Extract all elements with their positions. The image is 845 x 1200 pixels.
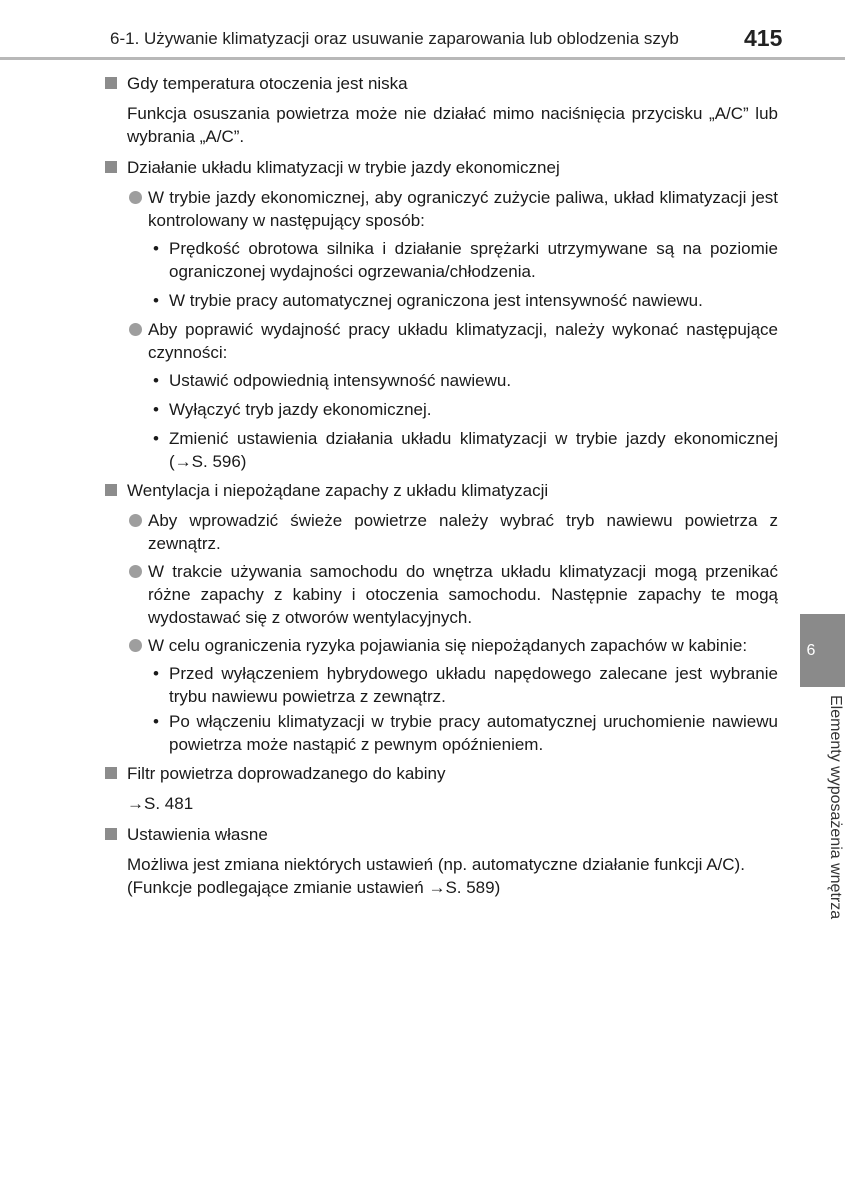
header-divider [0, 57, 845, 60]
circle-bullet-item [105, 186, 778, 232]
circle-bullet-icon [129, 191, 142, 204]
bullet-text: W celu ograniczenia ryzyka pojawiania się niepożądanych zapachów w kabinie: [148, 636, 748, 655]
circle-bullet-item [105, 560, 778, 629]
circle-bullet-item [105, 634, 778, 657]
bullet-text: Ustawić odpowiednią intensywność nawiewu. [169, 371, 512, 390]
chapter-number: 6 [806, 642, 816, 659]
section-heading [105, 762, 778, 785]
heading-text: Filtr powietrza doprowadzanego do kabiny [127, 764, 446, 783]
bullet-text: Prędkość obrotowa silnika i działanie sprężarki utrzymywane są na poziomie ograniczonej wydajności ogrzewania/chłodzenia. [169, 239, 778, 281]
circle-bullet-item [105, 318, 778, 364]
circle-bullet-icon [129, 323, 142, 336]
chapter-side-label: Elementy wyposażenia wnętrza [827, 695, 844, 920]
bullet-text: Zmienić ustawienia działania układu klimatyzacji w trybie jazdy ekonomicznej (→S. 596) [169, 429, 778, 471]
paragraph: (Funkcje podlegające zmianie ustawień →S. 589) [127, 878, 501, 897]
square-marker-icon [105, 484, 117, 496]
section-heading [105, 72, 778, 95]
bullet-text: Po włączeniu klimatyzacji w trybie pracy automatycznej uruchomienie nawiewu powietrza może nastąpić z pewnym opóźnieniem. [169, 712, 778, 754]
dot-bullet-item [105, 710, 778, 756]
chapter-tab [800, 614, 845, 687]
section-heading [105, 479, 778, 502]
dot-bullet-item [105, 398, 778, 421]
heading-text: Działanie układu klimatyzacji w trybie jazdy ekonomicznej [127, 158, 560, 177]
dot-bullet-icon: • [153, 239, 159, 258]
dot-bullet-item [105, 289, 778, 312]
section-title: 6-1. Używanie klimatyzacji oraz usuwanie zaparowania lub oblodzenia szyb [110, 29, 679, 48]
circle-bullet-item [105, 509, 778, 555]
dot-bullet-item [105, 237, 778, 283]
square-marker-icon [105, 77, 117, 89]
square-marker-icon [105, 161, 117, 173]
dot-bullet-item [105, 662, 778, 708]
bullet-text: Wyłączyć tryb jazdy ekonomicznej. [169, 400, 432, 419]
dot-bullet-icon: • [153, 664, 159, 683]
dot-bullet-icon: • [153, 429, 159, 448]
dot-bullet-icon: • [153, 400, 159, 419]
page-reference: →S. 481 [127, 794, 194, 813]
paragraph: Funkcja osuszania powietrza może nie działać mimo naciśnięcia przycisku „A/C” lub wybrania „A/C”. [127, 104, 778, 146]
heading-text: Wentylacja i niepożądane zapachy z układu klimatyzacji [127, 481, 549, 500]
dot-bullet-icon: • [153, 291, 159, 310]
square-marker-icon [105, 767, 117, 779]
dot-bullet-item [105, 369, 778, 392]
page-number: 415 [744, 25, 783, 51]
paragraph: Możliwa jest zmiana niektórych ustawień (np. automatyczne działanie funkcji A/C). [127, 855, 745, 874]
bullet-text: W trakcie używania samochodu do wnętrza układu klimatyzacji mogą przenikać różne zapachy z kabiny i otoczenia samochodu. Następnie zapachy te mogą wydostawać się z otworów wentylacyjnych. [148, 562, 778, 627]
section-heading [105, 823, 778, 846]
heading-text: Gdy temperatura otoczenia jest niska [127, 74, 408, 93]
dot-bullet-item [105, 427, 778, 473]
bullet-text: W trybie jazdy ekonomicznej, aby ograniczyć zużycie paliwa, układ klimatyzacji jest kontrolowany w następujący sposób: [148, 188, 778, 230]
page-content [105, 72, 778, 903]
bullet-text: Aby wprowadzić świeże powietrze należy wybrać tryb nawiewu powietrza z zewnątrz. [148, 511, 778, 553]
heading-text: Ustawienia własne [127, 825, 268, 844]
section-heading [105, 156, 778, 179]
dot-bullet-icon: • [153, 371, 159, 390]
circle-bullet-icon [129, 639, 142, 652]
circle-bullet-icon [129, 514, 142, 527]
bullet-text: W trybie pracy automatycznej ograniczona jest intensywność nawiewu. [169, 291, 703, 310]
dot-bullet-icon: • [153, 712, 159, 731]
bullet-text: Przed wyłączeniem hybrydowego układu napędowego zalecane jest wybranie trybu nawiewu powietrza z zewnątrz. [169, 664, 778, 706]
page-header [0, 0, 845, 58]
square-marker-icon [105, 828, 117, 840]
circle-bullet-icon [129, 565, 142, 578]
bullet-text: Aby poprawić wydajność pracy układu klimatyzacji, należy wykonać następujące czynności: [148, 320, 778, 362]
